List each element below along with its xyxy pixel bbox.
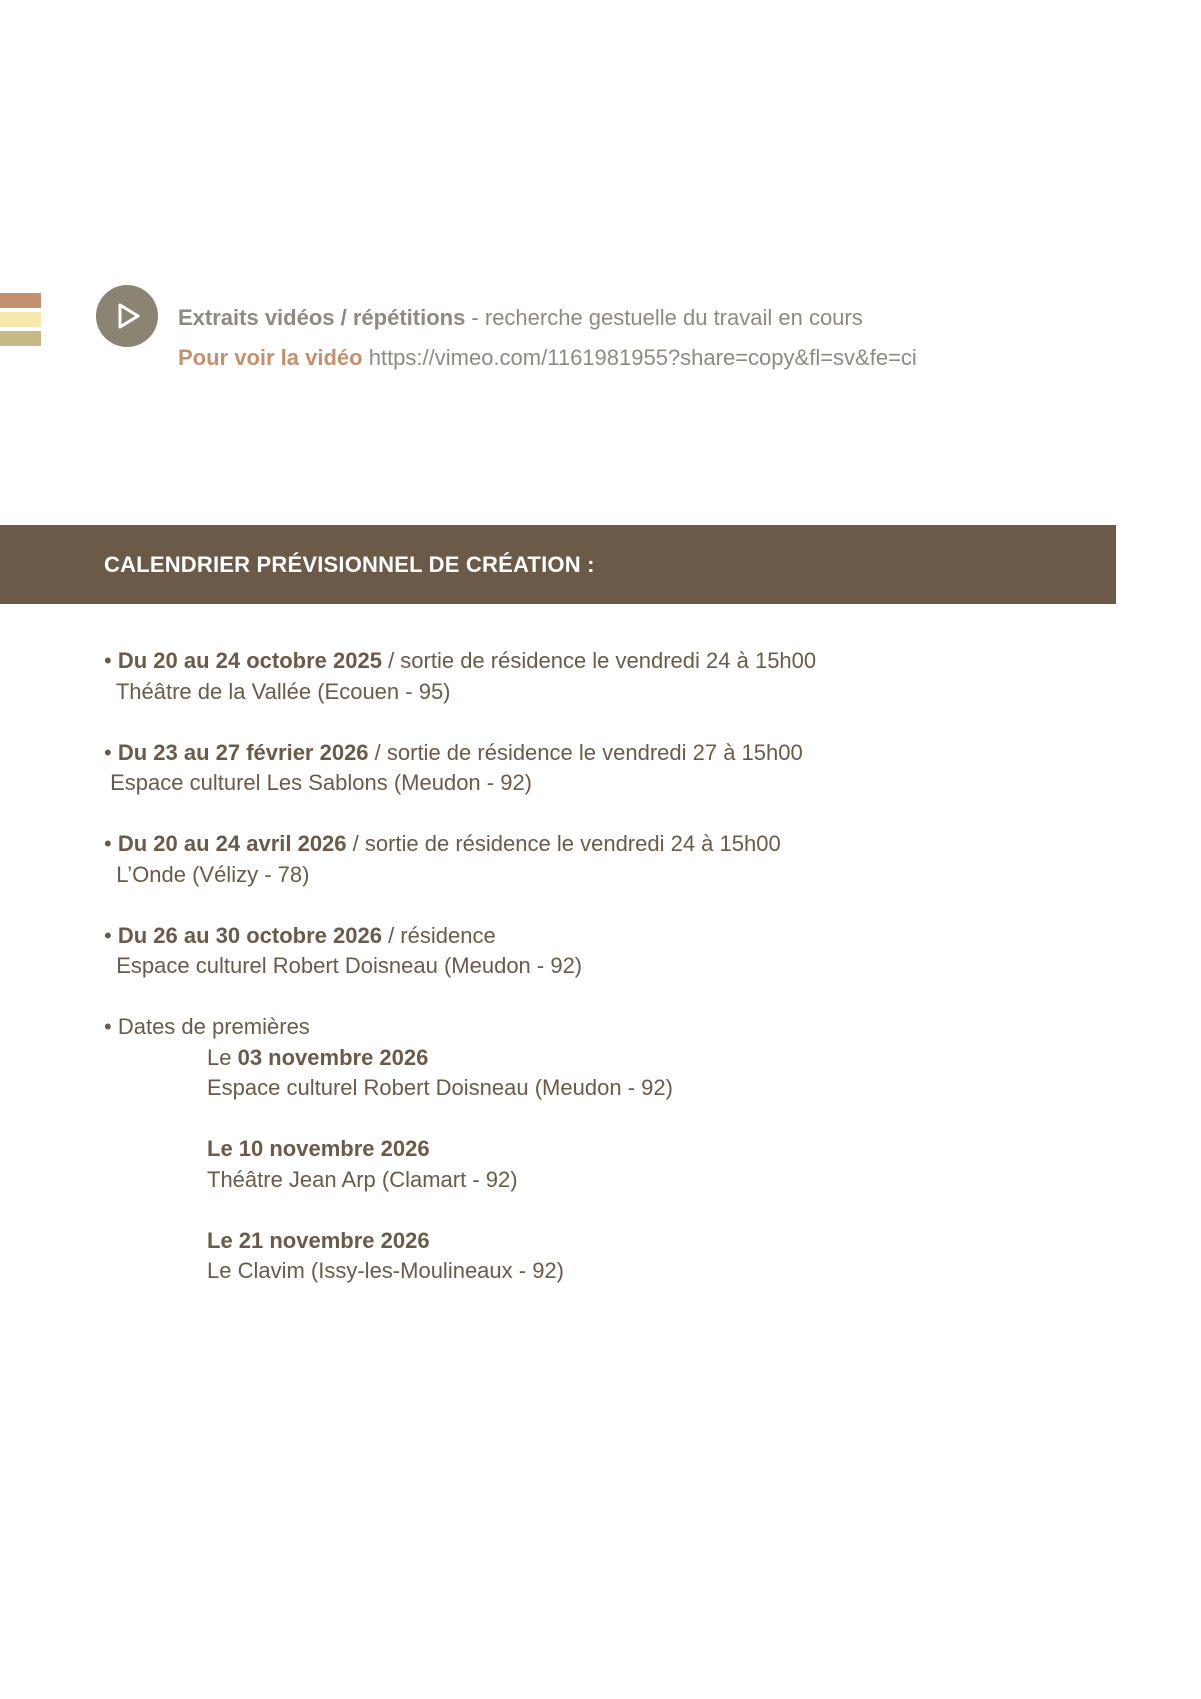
entry-detail: / sortie de résidence le vendredi 24 à 15h00 xyxy=(381,648,817,673)
entry-dates: Du 23 au 27 février 2026 xyxy=(117,739,369,765)
entry-date-line: • Du 20 au 24 avril 2026 / sortie de résidence le vendredi 24 à 15h00 xyxy=(104,831,781,856)
calendar-list xyxy=(104,646,816,1287)
premieres-section xyxy=(104,1012,816,1287)
entry-detail: / résidence xyxy=(381,922,496,948)
entry-venue: Espace culturel Les Sablons (Meudon - 92) xyxy=(104,770,533,795)
decorative-stripes-top xyxy=(0,293,41,350)
entry-detail: / sortie de résidence le vendredi 24 à 15h00 xyxy=(346,831,781,856)
video-title: Extraits vidéos / répétitions xyxy=(178,305,466,330)
calendar-entry xyxy=(104,738,816,799)
premiere-date: Le 21 novembre 2026 xyxy=(207,1227,430,1253)
entry-dates: Du 20 au 24 avril 2026 xyxy=(117,831,347,856)
premiere-date: Le 10 novembre 2026 xyxy=(207,1136,430,1161)
video-section xyxy=(178,298,917,378)
premieres-heading: Dates de premières xyxy=(117,1014,310,1039)
premiere-venue: Espace culturel Robert Doisneau (Meudon - 92) xyxy=(207,1075,673,1100)
video-link-line xyxy=(178,338,917,378)
entry-venue: L’Onde (Vélizy - 78) xyxy=(104,861,310,887)
play-icon xyxy=(107,296,147,336)
stripe-1 xyxy=(0,293,41,308)
entry-detail: / sortie de résidence le vendredi 27 à 15h00 xyxy=(368,739,803,765)
premiere-entry xyxy=(104,1134,816,1195)
entry-date-line: • Du 26 au 30 octobre 2026 / résidence xyxy=(104,922,496,948)
video-link-label: Pour voir la vidéo xyxy=(178,345,363,370)
video-link[interactable]: https://vimeo.com/1161981955?share=copy&fl=sv&fe=ci xyxy=(362,345,917,370)
entry-dates: Du 20 au 24 octobre 2025 xyxy=(117,648,382,673)
premiere-venue: Théâtre Jean Arp (Clamart - 92) xyxy=(207,1166,518,1192)
premiere-venue: Le Clavim (Issy-les-Moulineaux - 92) xyxy=(207,1258,564,1283)
calendar-entry xyxy=(104,829,816,890)
calendar-title: CALENDRIER PRÉVISIONNEL DE CRÉATION : xyxy=(104,552,595,577)
calendar-entry xyxy=(104,646,816,707)
premiere-entry xyxy=(104,1226,816,1287)
video-subtitle: - recherche gestuelle du travail en cours xyxy=(465,305,863,330)
entry-date-line: • Du 23 au 27 février 2026 / sortie de résidence le vendredi 27 à 15h00 xyxy=(104,739,803,765)
premiere-date-line xyxy=(207,1043,816,1074)
premiere-entry xyxy=(104,1043,816,1104)
entry-date-line: • Du 20 au 24 octobre 2025 / sortie de résidence le vendredi 24 à 15h00 xyxy=(104,648,817,673)
premieres-heading-line: • Dates de premières xyxy=(104,1014,310,1039)
premiere-date-line xyxy=(207,1134,816,1165)
stripe-2 xyxy=(0,312,41,327)
video-title-line xyxy=(178,298,917,338)
entry-dates: Du 26 au 30 octobre 2026 xyxy=(117,922,382,948)
calendar-banner xyxy=(0,525,1116,604)
entry-venue: Espace culturel Robert Doisneau (Meudon - 92) xyxy=(104,953,583,978)
premiere-date: 03 novembre 2026 xyxy=(237,1044,429,1070)
entry-venue: Théâtre de la Vallée (Ecouen - 95) xyxy=(104,678,451,704)
calendar-entry xyxy=(104,921,816,982)
play-video-button[interactable] xyxy=(96,285,158,347)
premiere-prefix: Le xyxy=(207,1044,238,1070)
stripe-3 xyxy=(0,331,41,346)
premiere-date-line xyxy=(207,1226,816,1257)
